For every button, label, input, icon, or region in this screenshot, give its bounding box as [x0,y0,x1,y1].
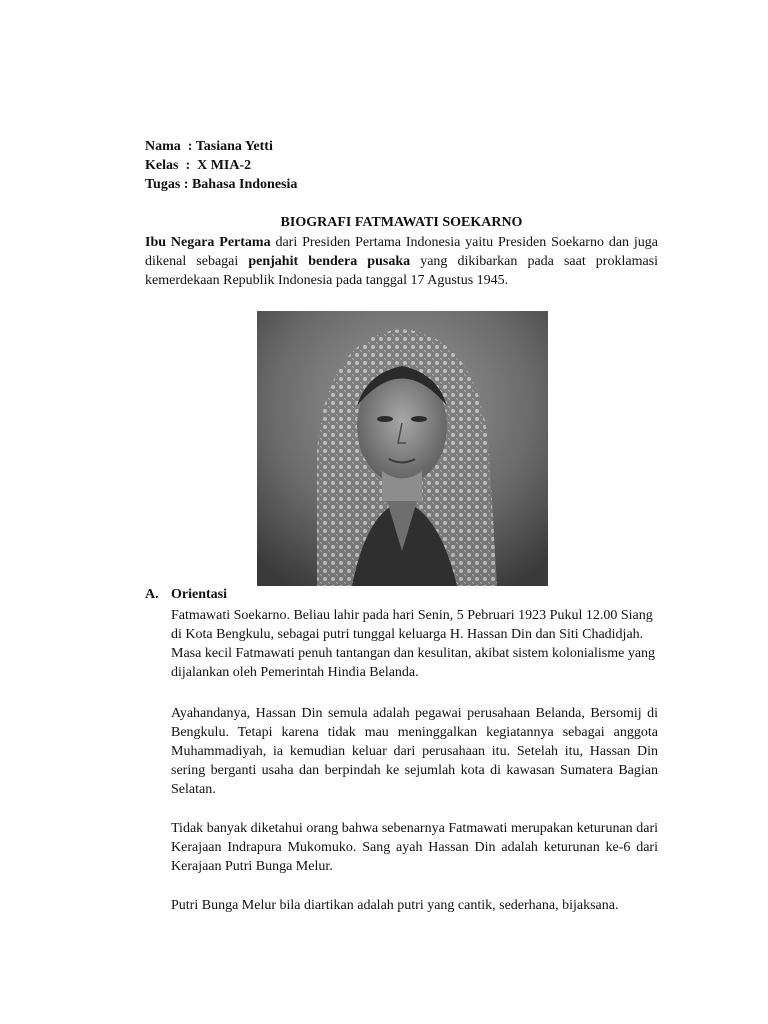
kelas-row [145,156,297,175]
section-title: Orientasi [171,587,227,602]
portrait-photo [257,311,548,586]
tugas-label: Tugas : [145,177,189,192]
section-letter: A. [145,587,159,602]
paragraph-1: Fatmawati Soekarno. Beliau lahir pada hari Senin, 5 Pebruari 1923 Pukul 12.00 Siang di Kota Bengkulu, sebagai putri tunggal keluarga H. Hassan Din dan Siti Chadidjah. Masa kecil Fatmawati penuh tantangan dan kesulitan, akibat sistem kolonialisme yang dijalankan oleh Pemerintah Hindia Belanda. [171,608,656,680]
paragraph-2: Ayahandanya, Hassan Din semula adalah pegawai perusahaan Belanda, Bersomij di Bengkulu. Tetapi karena tidak mau meninggalkan kegiatannya sebagai anggota Muhammadiyah, ia kemudian keluar dari perusahaan itu. Setelah itu, Hassan Din sering berganti usaha dan berpindah ke sejumlah kota di kawasan Sumatera Bagian Selatan. [171,706,658,797]
intro-text-2: yang dikibarkan pada saat proklamasi kemerdekaan Republik Indonesia pada tanggal 17 Agustus 1945. [145,254,659,288]
intro-paragraph [145,233,658,290]
document-title: BIOGRAFI FATMAWATI SOEKARNO [280,215,523,230]
nama-row [145,137,297,156]
section-a-heading [145,587,227,603]
intro-bold-flag-sewer: penjahit bendera pusaka [248,254,411,269]
intro-bold-first-lady: Ibu Negara Pertama [145,235,271,250]
tugas-row [145,175,297,194]
nama-label: Nama : [145,139,193,154]
nama-value: Tasiana Yetti [195,139,273,154]
paragraph-4: Putri Bunga Melur bila diartikan adalah putri yang cantik, sederhana, bijaksana. [171,898,619,913]
intro-text-1: dari Presiden Pertama Indonesia yaitu Presiden Soekarno dan juga dikenal sebagai [145,235,658,269]
kelas-label: Kelas : [145,158,191,173]
tugas-value: Bahasa Indonesia [191,177,298,192]
paragraph-3: Tidak banyak diketahui orang bahwa sebenarnya Fatmawati merupakan keturunan dari Kerajaan Indrapura Mukomuko. Sang ayah Hassan Din adalah keturunan ke-6 dari Kerajaan Putri Bunga Melur. [171,821,658,874]
student-info [145,137,297,194]
kelas-value: X MIA-2 [197,158,252,173]
